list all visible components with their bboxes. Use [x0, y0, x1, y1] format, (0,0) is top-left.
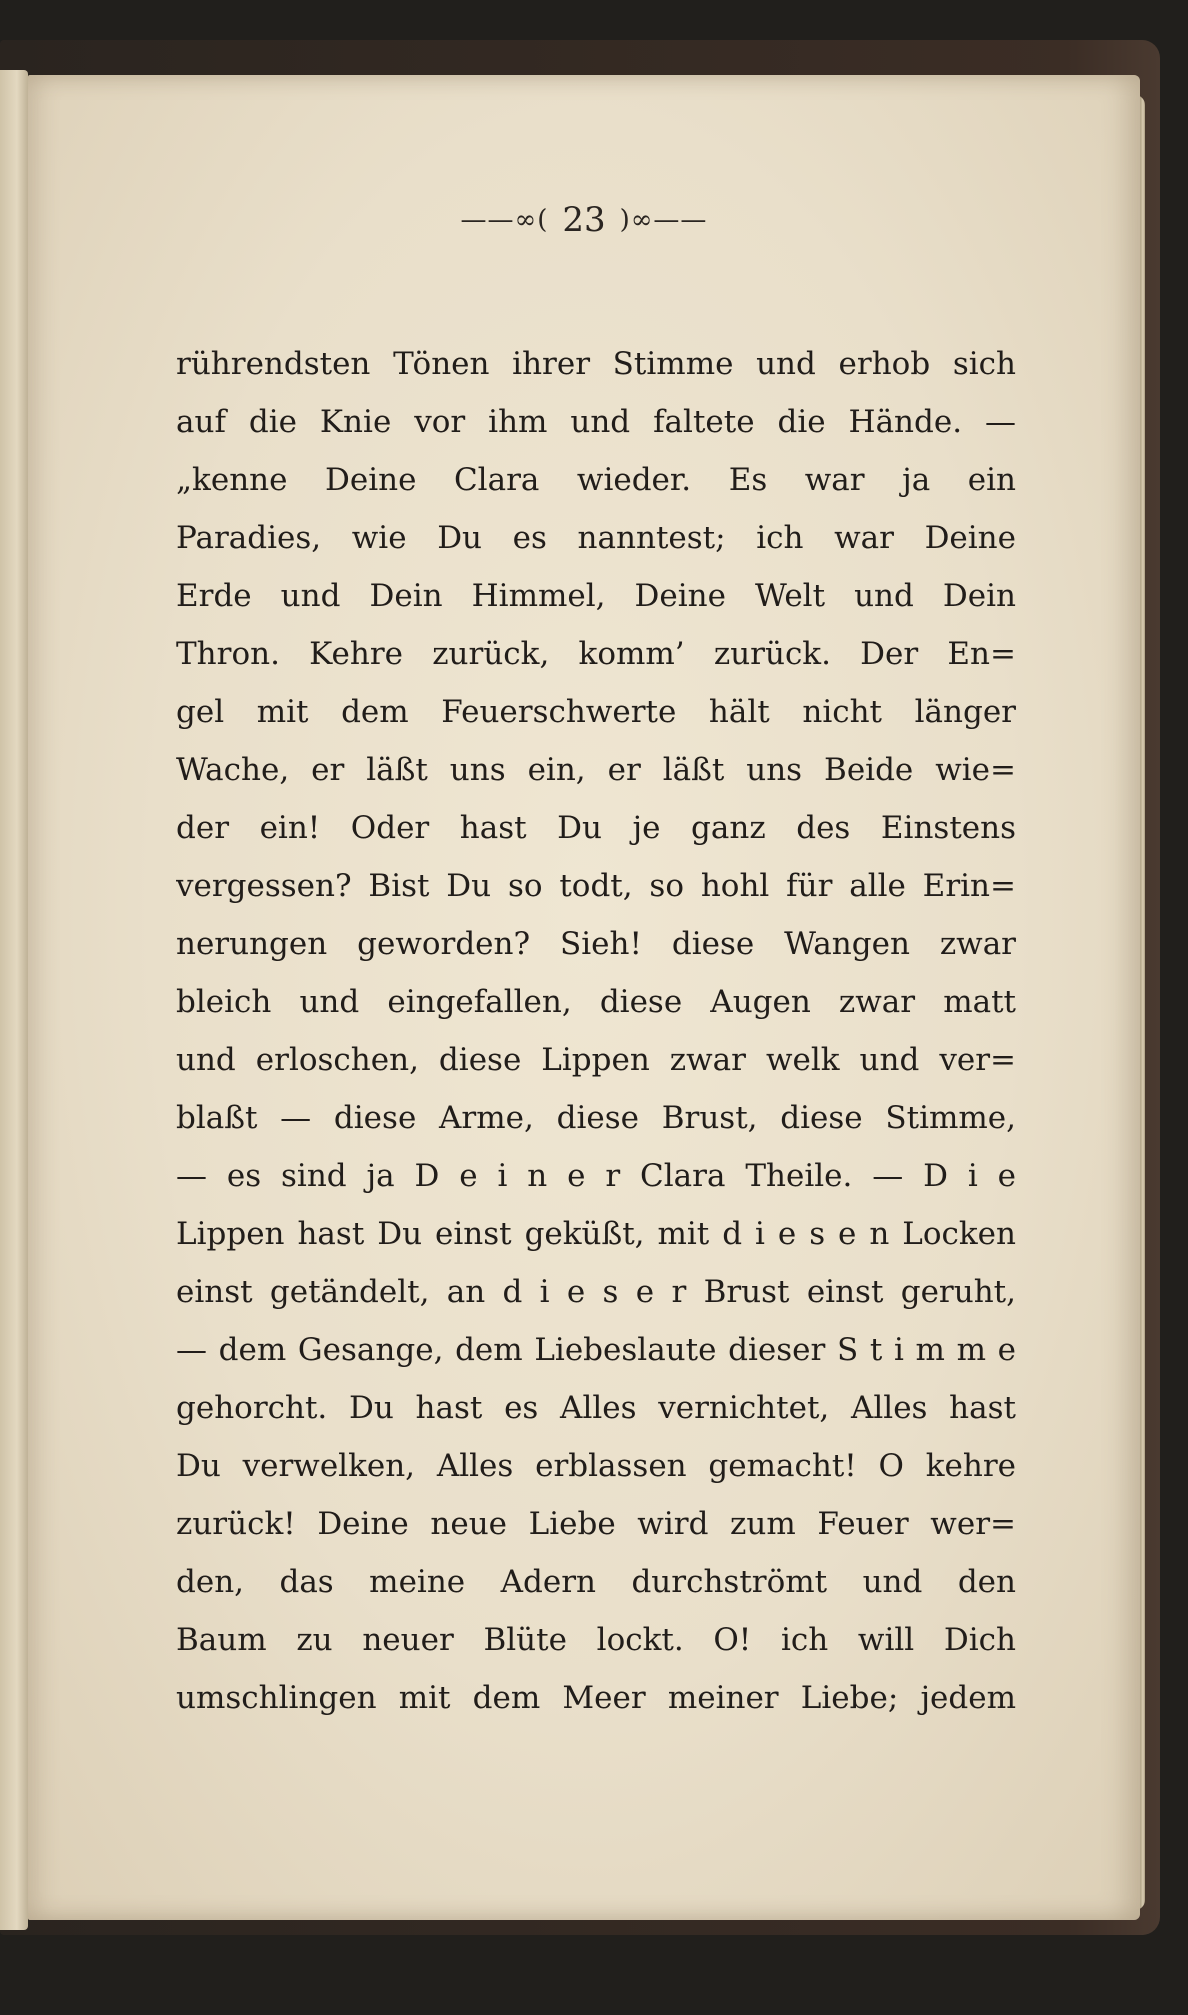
- text-line: gehorcht. Du hast es Alles vernichtet, Alles hast: [176, 1390, 1016, 1426]
- text-line: „kenne Deine Clara wieder. Es war ja ein: [176, 462, 1016, 498]
- page-header: [28, 200, 1140, 240]
- text-line: gel mit dem Feuerschwerte hält nicht länger: [176, 694, 1016, 730]
- text-line: vergessen? Bist Du so todt, so hohl für alle Erin=: [176, 868, 1016, 904]
- page-number: 23: [562, 200, 606, 240]
- left-page-edge: [0, 70, 28, 1930]
- text-line: Erde und Dein Himmel, Deine Welt und Dein: [176, 578, 1016, 614]
- text-line: — es sind ja D e i n e r Clara Theile. — D i e: [176, 1158, 1016, 1194]
- text-line: auf die Knie vor ihm und faltete die Hände. —: [176, 404, 1016, 440]
- book-page: [28, 75, 1140, 1920]
- text-line: Paradies, wie Du es nanntest; ich war Deine: [176, 520, 1016, 556]
- text-line: nerungen geworden? Sieh! diese Wangen zwar: [176, 926, 1016, 962]
- text-line: bleich und eingefallen, diese Augen zwar matt: [176, 984, 1016, 1020]
- text-line: Lippen hast Du einst geküßt, mit d i e s e n Locken: [176, 1216, 1016, 1252]
- text-line: den, das meine Adern durchströmt und den: [176, 1564, 1016, 1600]
- text-line: zurück! Deine neue Liebe wird zum Feuer wer=: [176, 1506, 1016, 1542]
- text-line: und erloschen, diese Lippen zwar welk und ver=: [176, 1042, 1016, 1078]
- text-line: umschlingen mit dem Meer meiner Liebe; jedem: [176, 1680, 1016, 1716]
- text-line: blaßt — diese Arme, diese Brust, diese Stimme,: [176, 1100, 1016, 1136]
- text-line: Du verwelken, Alles erblassen gemacht! O kehre: [176, 1448, 1016, 1484]
- text-line: der ein! Oder hast Du je ganz des Einstens: [176, 810, 1016, 846]
- header-ornament-right: )∞——: [619, 205, 708, 235]
- text-line: Baum zu neuer Blüte lockt. O! ich will Dich: [176, 1622, 1016, 1658]
- header-ornament-left: ——∞(: [460, 205, 549, 235]
- text-line: Wache, er läßt uns ein, er läßt uns Beide wie=: [176, 752, 1016, 788]
- text-line: rührendsten Tönen ihrer Stimme und erhob sich: [176, 346, 1016, 382]
- text-line: einst getändelt, an d i e s e r Brust einst geruht,: [176, 1274, 1016, 1310]
- text-line: Thron. Kehre zurück, komm’ zurück. Der En=: [176, 636, 1016, 672]
- body-text: [176, 335, 1016, 1727]
- text-line: — dem Gesange, dem Liebeslaute dieser S t i m m e: [176, 1332, 1016, 1368]
